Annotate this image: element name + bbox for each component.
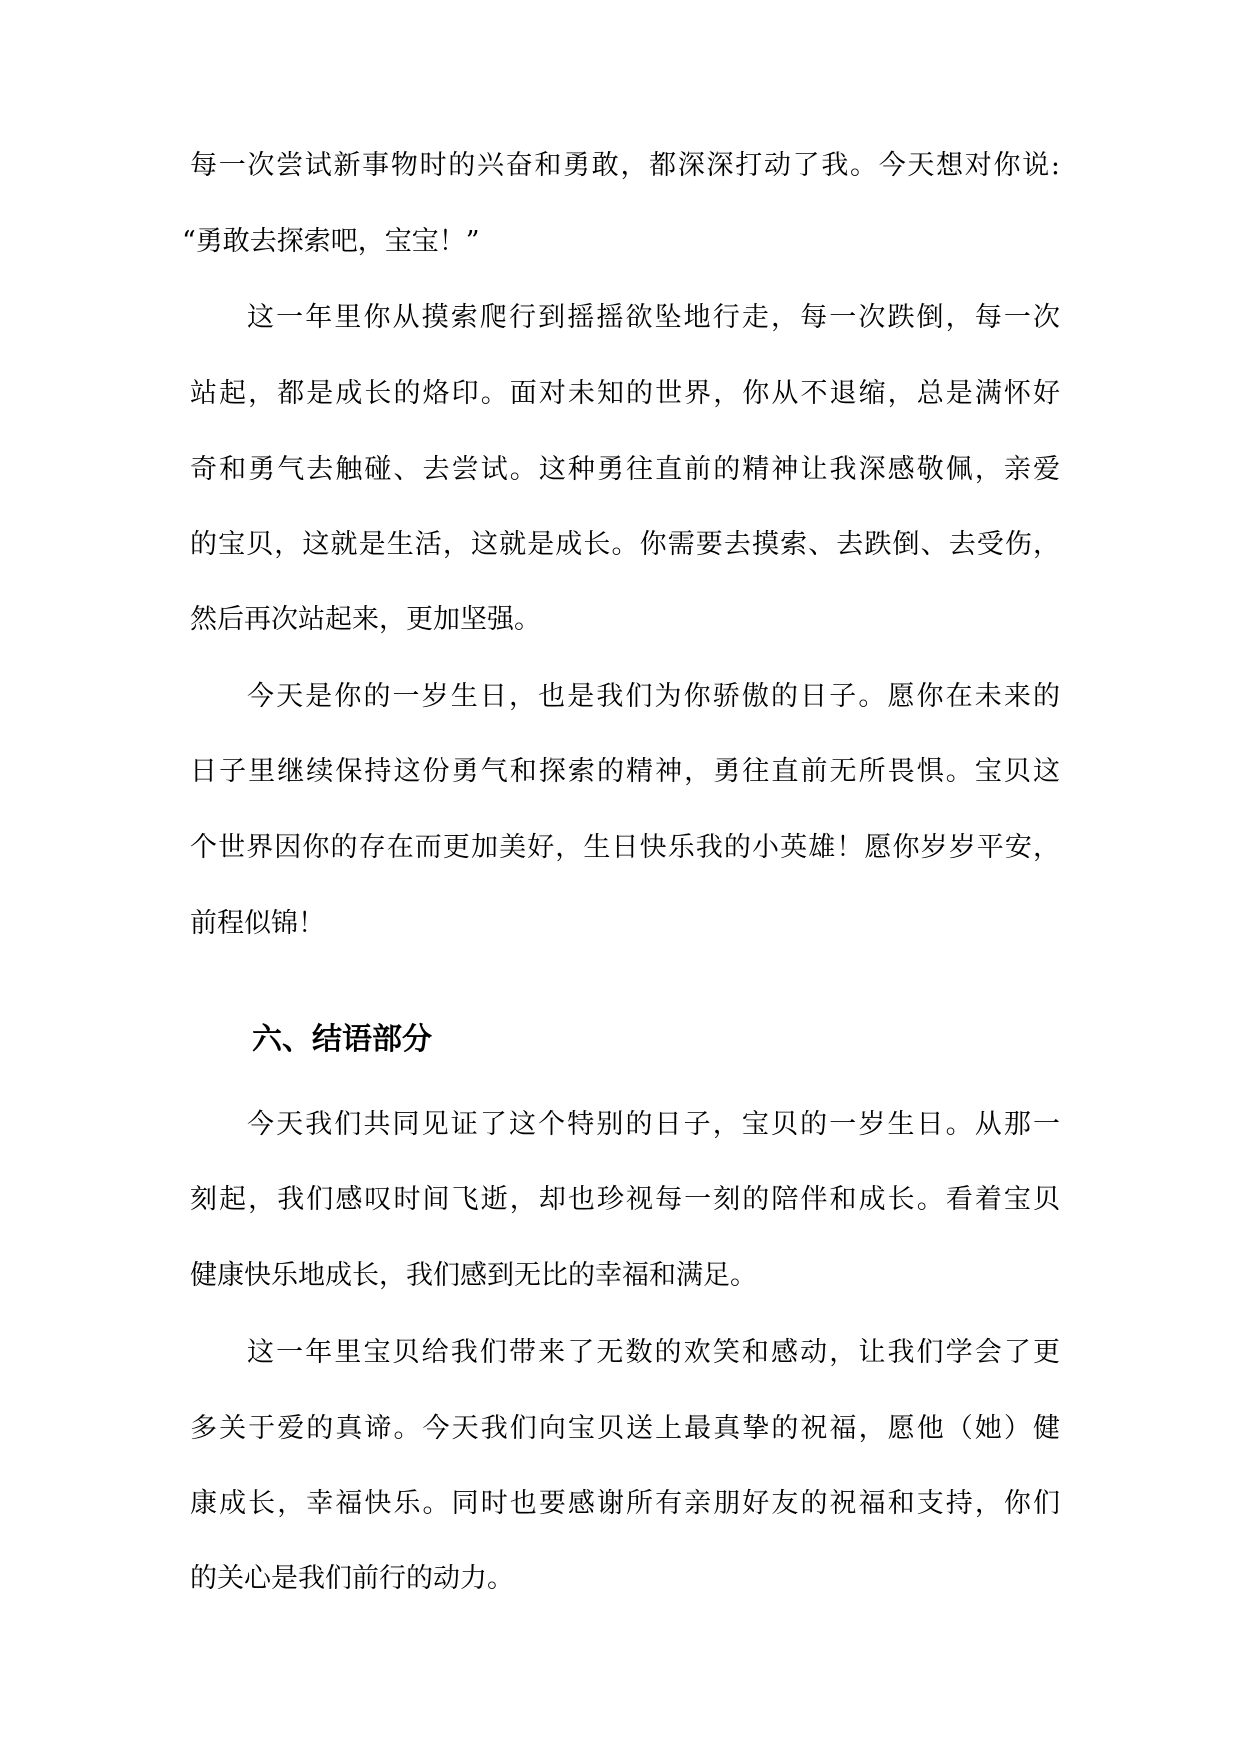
paragraph-line: 这一年里你从摸索爬行到摇摇欲坠地行走，每一次跌倒，每一次 xyxy=(247,302,1060,333)
paragraph-line: 然后再次站起来，更加坚强。 xyxy=(190,604,541,635)
paragraph-line: 今天是你的一岁生日，也是我们为你骄傲的日子。愿你在未来的 xyxy=(247,681,1060,712)
paragraph-line: 日子里继续保持这份勇气和探索的精神，勇往直前无所畏惧。宝贝这 xyxy=(190,756,1060,787)
paragraph-line: 奇和勇气去触碰、去尝试。这种勇往直前的精神让我深感敬佩，亲爱 xyxy=(190,454,1060,485)
paragraph-line: 个世界因你的存在而更加美好，生日快乐我的小英雄！愿你岁岁平安， xyxy=(190,832,1060,863)
paragraph-line: 的宝贝，这就是生活，这就是成长。你需要去摸索、去跌倒、去受伤， xyxy=(190,529,1060,560)
paragraph-line: 刻起，我们感叹时间飞逝，却也珍视每一刻的陪伴和成长。看着宝贝 xyxy=(190,1184,1060,1215)
paragraph-line: 的关心是我们前行的动力。 xyxy=(190,1563,514,1594)
paragraph-line: “勇敢去探索吧，宝宝！” xyxy=(182,226,480,257)
paragraph-line: 康成长，幸福快乐。同时也要感谢所有亲朋好友的祝福和支持，你们 xyxy=(190,1488,1060,1519)
paragraph-line: 前程似锦！ xyxy=(190,908,325,939)
paragraph-line: 健康快乐地成长，我们感到无比的幸福和满足。 xyxy=(190,1260,757,1291)
paragraph-line: 今天我们共同见证了这个特别的日子，宝贝的一岁生日。从那一 xyxy=(247,1109,1060,1140)
paragraph-line: 站起，都是成长的烙印。面对未知的世界，你从不退缩，总是满怀好 xyxy=(190,378,1060,409)
paragraph-line: 每一次尝试新事物时的兴奋和勇敢，都深深打动了我。今天想对你说: xyxy=(190,150,1060,181)
paragraph-line: 多关于爱的真谛。今天我们向宝贝送上最真挚的祝福，愿他（她）健 xyxy=(190,1413,1060,1444)
section-heading: 六、结语部分 xyxy=(252,1022,432,1057)
paragraph-line: 这一年里宝贝给我们带来了无数的欢笑和感动，让我们学会了更 xyxy=(247,1337,1060,1368)
